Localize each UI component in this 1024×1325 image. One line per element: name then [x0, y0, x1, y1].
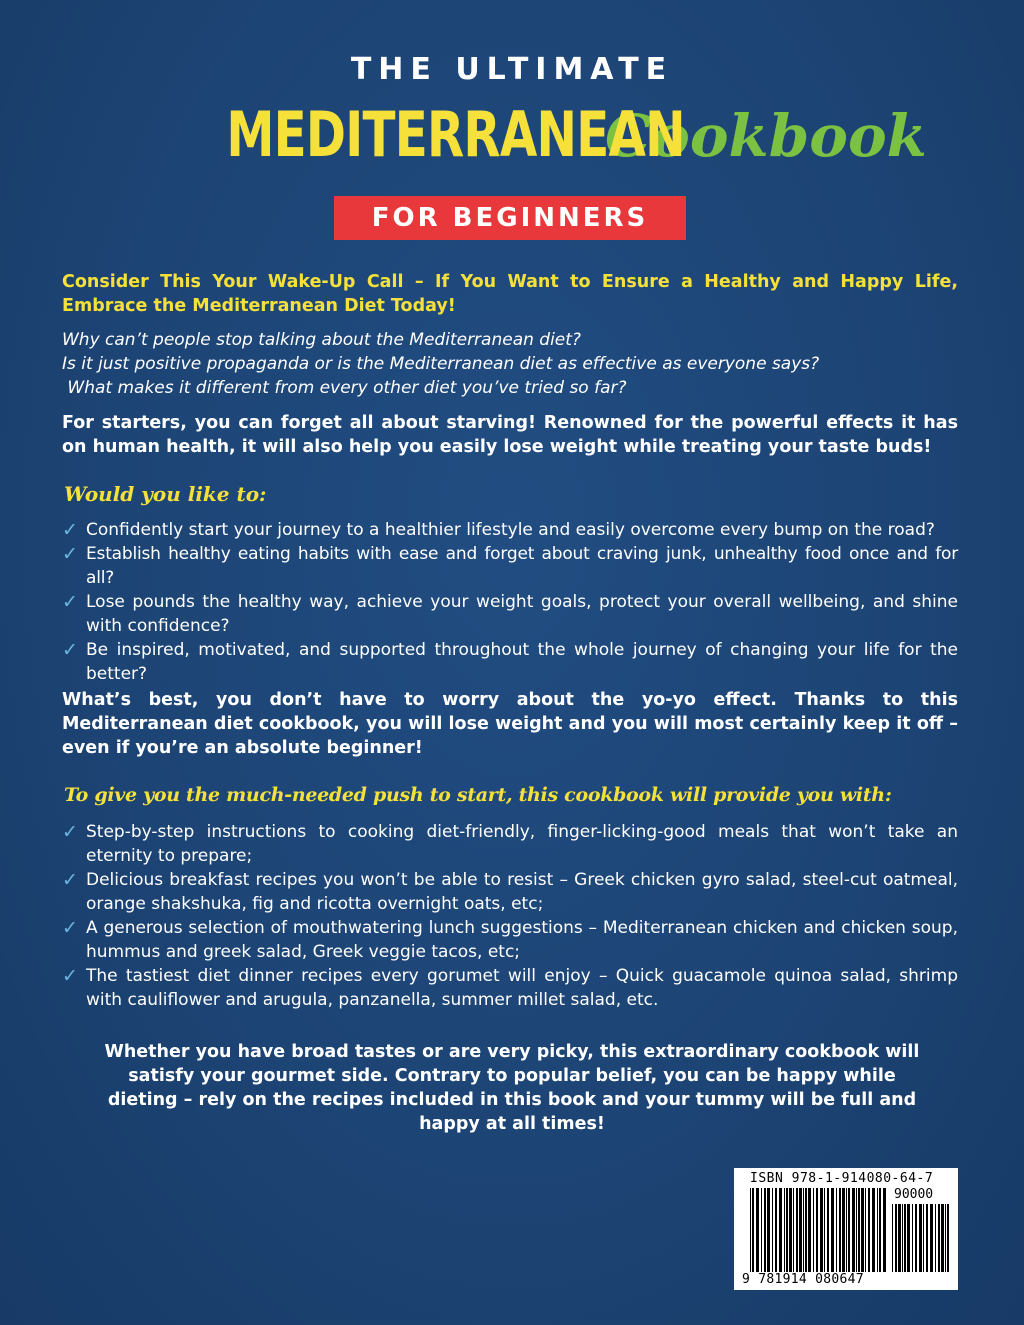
list-item: ✓ Be inspired, motivated, and supported throughout the whole journey of changing your life for the better?: [62, 639, 958, 684]
title-cookbook-script: Cookbook: [604, 102, 927, 170]
checkmark-icon: ✓: [62, 591, 78, 613]
checkmark-icon: ✓: [62, 639, 78, 661]
provide-heading: To give you the much-needed push to start, this cookbook will provide you with:: [64, 784, 892, 806]
would-you-like-list: [62, 518, 958, 686]
isbn-barcode: [734, 1168, 958, 1290]
whats-best-paragraph: What’s best, you don’t have to worry about the yo-yo effect. Thanks to this Mediterranean diet cookbook, you will lose weight and you will most certainly keep it off – even if you’re an absolute beginner!: [62, 690, 958, 758]
question-3: What makes it different from every other diet you’ve tried so far?: [62, 378, 627, 398]
questions-block: [62, 328, 958, 400]
price-code: 90000: [894, 1187, 934, 1202]
checkmark-icon: ✓: [62, 543, 78, 565]
book-title: [0, 98, 1024, 171]
list-item: ✓ The tastiest diet dinner recipes every gorumet will enjoy – Quick guacamole quinoa salad, shrimp with cauliflower and arugula, panzanella, summer millet salad, etc.: [62, 965, 958, 1010]
list-item: ✓ Step-by-step instructions to cooking diet-friendly, finger-licking-good meals that won’t take an eternity to prepare;: [62, 821, 958, 866]
barcode-digits: 9 781914 080647: [742, 1272, 864, 1287]
title-the-ultimate: THE ULTIMATE: [350, 52, 674, 87]
list-item: ✓ Confidently start your journey to a healthier lifestyle and easily overcome every bump on the road?: [62, 519, 935, 541]
list-item: ✓ Lose pounds the healthy way, achieve your weight goals, protect your overall wellbeing, and shine with confidence?: [62, 591, 958, 636]
isbn-label: ISBN 978-1-914080-64-7: [750, 1171, 934, 1186]
for-beginners-badge: FOR BEGINNERS: [334, 196, 686, 240]
list-item: ✓ A generous selection of mouthwatering lunch suggestions – Mediterranean chicken and chicken soup, hummus and greek salad, Greek veggie tacos, etc;: [62, 917, 958, 962]
question-1: Why can’t people stop talking about the Mediterranean diet?: [62, 330, 581, 350]
closing-paragraph: Whether you have broad tastes or are very picky, this extraordinary cookbook will satisfy your gourmet side. Contrary to popular belief, you can be happy while dieting – rely on the recipes included in this book and your tummy will be full and happy at all times!: [104, 1042, 920, 1134]
checkmark-icon: ✓: [62, 869, 78, 891]
starters-paragraph: For starters, you can forget all about starving! Renowned for the powerful effects it has on human health, it will also help you easily lose weight while treating your taste buds!: [62, 413, 958, 457]
barcode-bars: [750, 1188, 888, 1272]
checkmark-icon: ✓: [62, 519, 78, 541]
question-2: Is it just positive propaganda or is the Mediterranean diet as effective as everyone says?: [62, 354, 820, 374]
checkmark-icon: ✓: [62, 821, 78, 843]
list-item: ✓ Delicious breakfast recipes you won’t be able to resist – Greek chicken gyro salad, steel-cut oatmeal, orange shakshuka, fig and ricotta overnight oats, etc;: [62, 869, 958, 914]
would-you-like-heading: Would you like to:: [64, 482, 267, 506]
list-item: ✓ Establish healthy eating habits with ease and forget about craving junk, unhealthy food once and for all?: [62, 543, 958, 588]
checkmark-icon: ✓: [62, 917, 78, 939]
checkmark-icon: ✓: [62, 965, 78, 987]
hook-paragraph: Consider This Your Wake-Up Call – If You Want to Ensure a Healthy and Happy Life, Embrace the Mediterranean Diet Today!: [62, 272, 958, 316]
addon-barcode-bars: [892, 1204, 950, 1272]
provide-list: [62, 820, 958, 1012]
title-mediterranean: MEDITERRANEAN: [226, 98, 685, 171]
